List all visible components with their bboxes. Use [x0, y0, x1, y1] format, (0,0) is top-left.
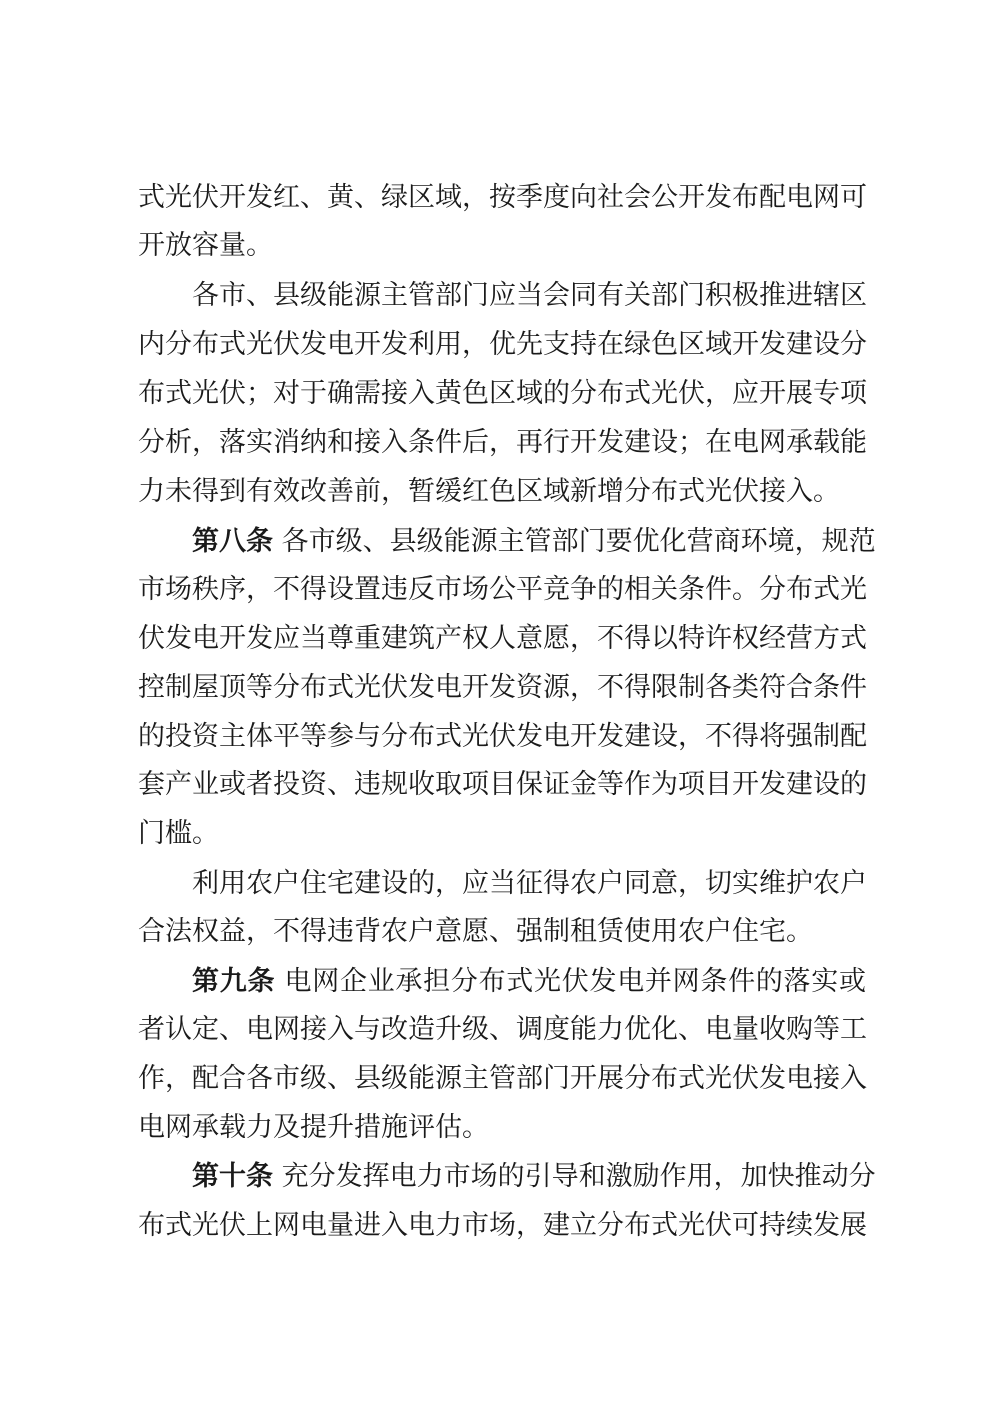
article-heading-line — [192, 1153, 876, 1201]
article-heading: 第十条 — [192, 1161, 273, 1192]
text-line: 充分发挥电力市场的引导和激励作用，加快推动分 — [273, 1161, 876, 1192]
text-line: 作，配合各市级、县级能源主管部门开展分布式光伏发电接入 — [138, 1063, 867, 1094]
article-heading: 第八条 — [192, 526, 273, 557]
text-line: 合法权益，不得违背农户意愿、强制租赁使用农户住宅。 — [138, 916, 813, 947]
text-line: 利用农户住宅建设的，应当征得农户同意，切实维护农户 — [192, 868, 867, 899]
text-line: 开放容量。 — [138, 230, 273, 261]
text-line: 布式光伏上网电量进入电力市场，建立分布式光伏可持续发展 — [138, 1210, 867, 1241]
text-line: 门槛。 — [138, 818, 219, 849]
text-line: 各市级、县级能源主管部门要优化营商环境，规范 — [273, 526, 876, 557]
text-line: 控制屋顶等分布式光伏发电开发资源，不得限制各类符合条件 — [138, 672, 867, 703]
text-line: 内分布式光伏发电开发利用，优先支持在绿色区域开发建设分 — [138, 329, 867, 360]
text-line: 套产业或者投资、违规收取项目保证金等作为项目开发建设的 — [138, 769, 867, 800]
text-line: 伏发电开发应当尊重建筑产权人意愿，不得以特许权经营方式 — [138, 623, 867, 654]
text-line: 分析，落实消纳和接入条件后，再行开发建设；在电网承载能 — [138, 427, 867, 458]
text-line: 电网承载力及提升措施评估。 — [138, 1112, 489, 1143]
article-heading: 第九条 — [192, 966, 276, 997]
text-line: 力未得到有效改善前，暂缓红色区域新增分布式光伏接入。 — [138, 476, 840, 507]
text-line: 者认定、电网接入与改造升级、调度能力优化、电量收购等工 — [138, 1014, 867, 1045]
text-line: 各市、县级能源主管部门应当会同有关部门积极推进辖区 — [192, 280, 867, 311]
text-line: 布式光伏；对于确需接入黄色区域的分布式光伏，应开展专项 — [138, 378, 867, 409]
article-heading-line — [192, 518, 876, 566]
text-line: 式光伏开发红、黄、绿区域，按季度向社会公开发布配电网可 — [138, 182, 867, 213]
text-line: 的投资主体平等参与分布式光伏发电开发建设，不得将强制配 — [138, 721, 867, 752]
article-heading-line — [192, 958, 866, 1006]
text-line: 市场秩序，不得设置违反市场公平竞争的相关条件。分布式光 — [138, 574, 867, 605]
text-line: 电网企业承担分布式光伏发电并网条件的落实或 — [275, 966, 866, 997]
